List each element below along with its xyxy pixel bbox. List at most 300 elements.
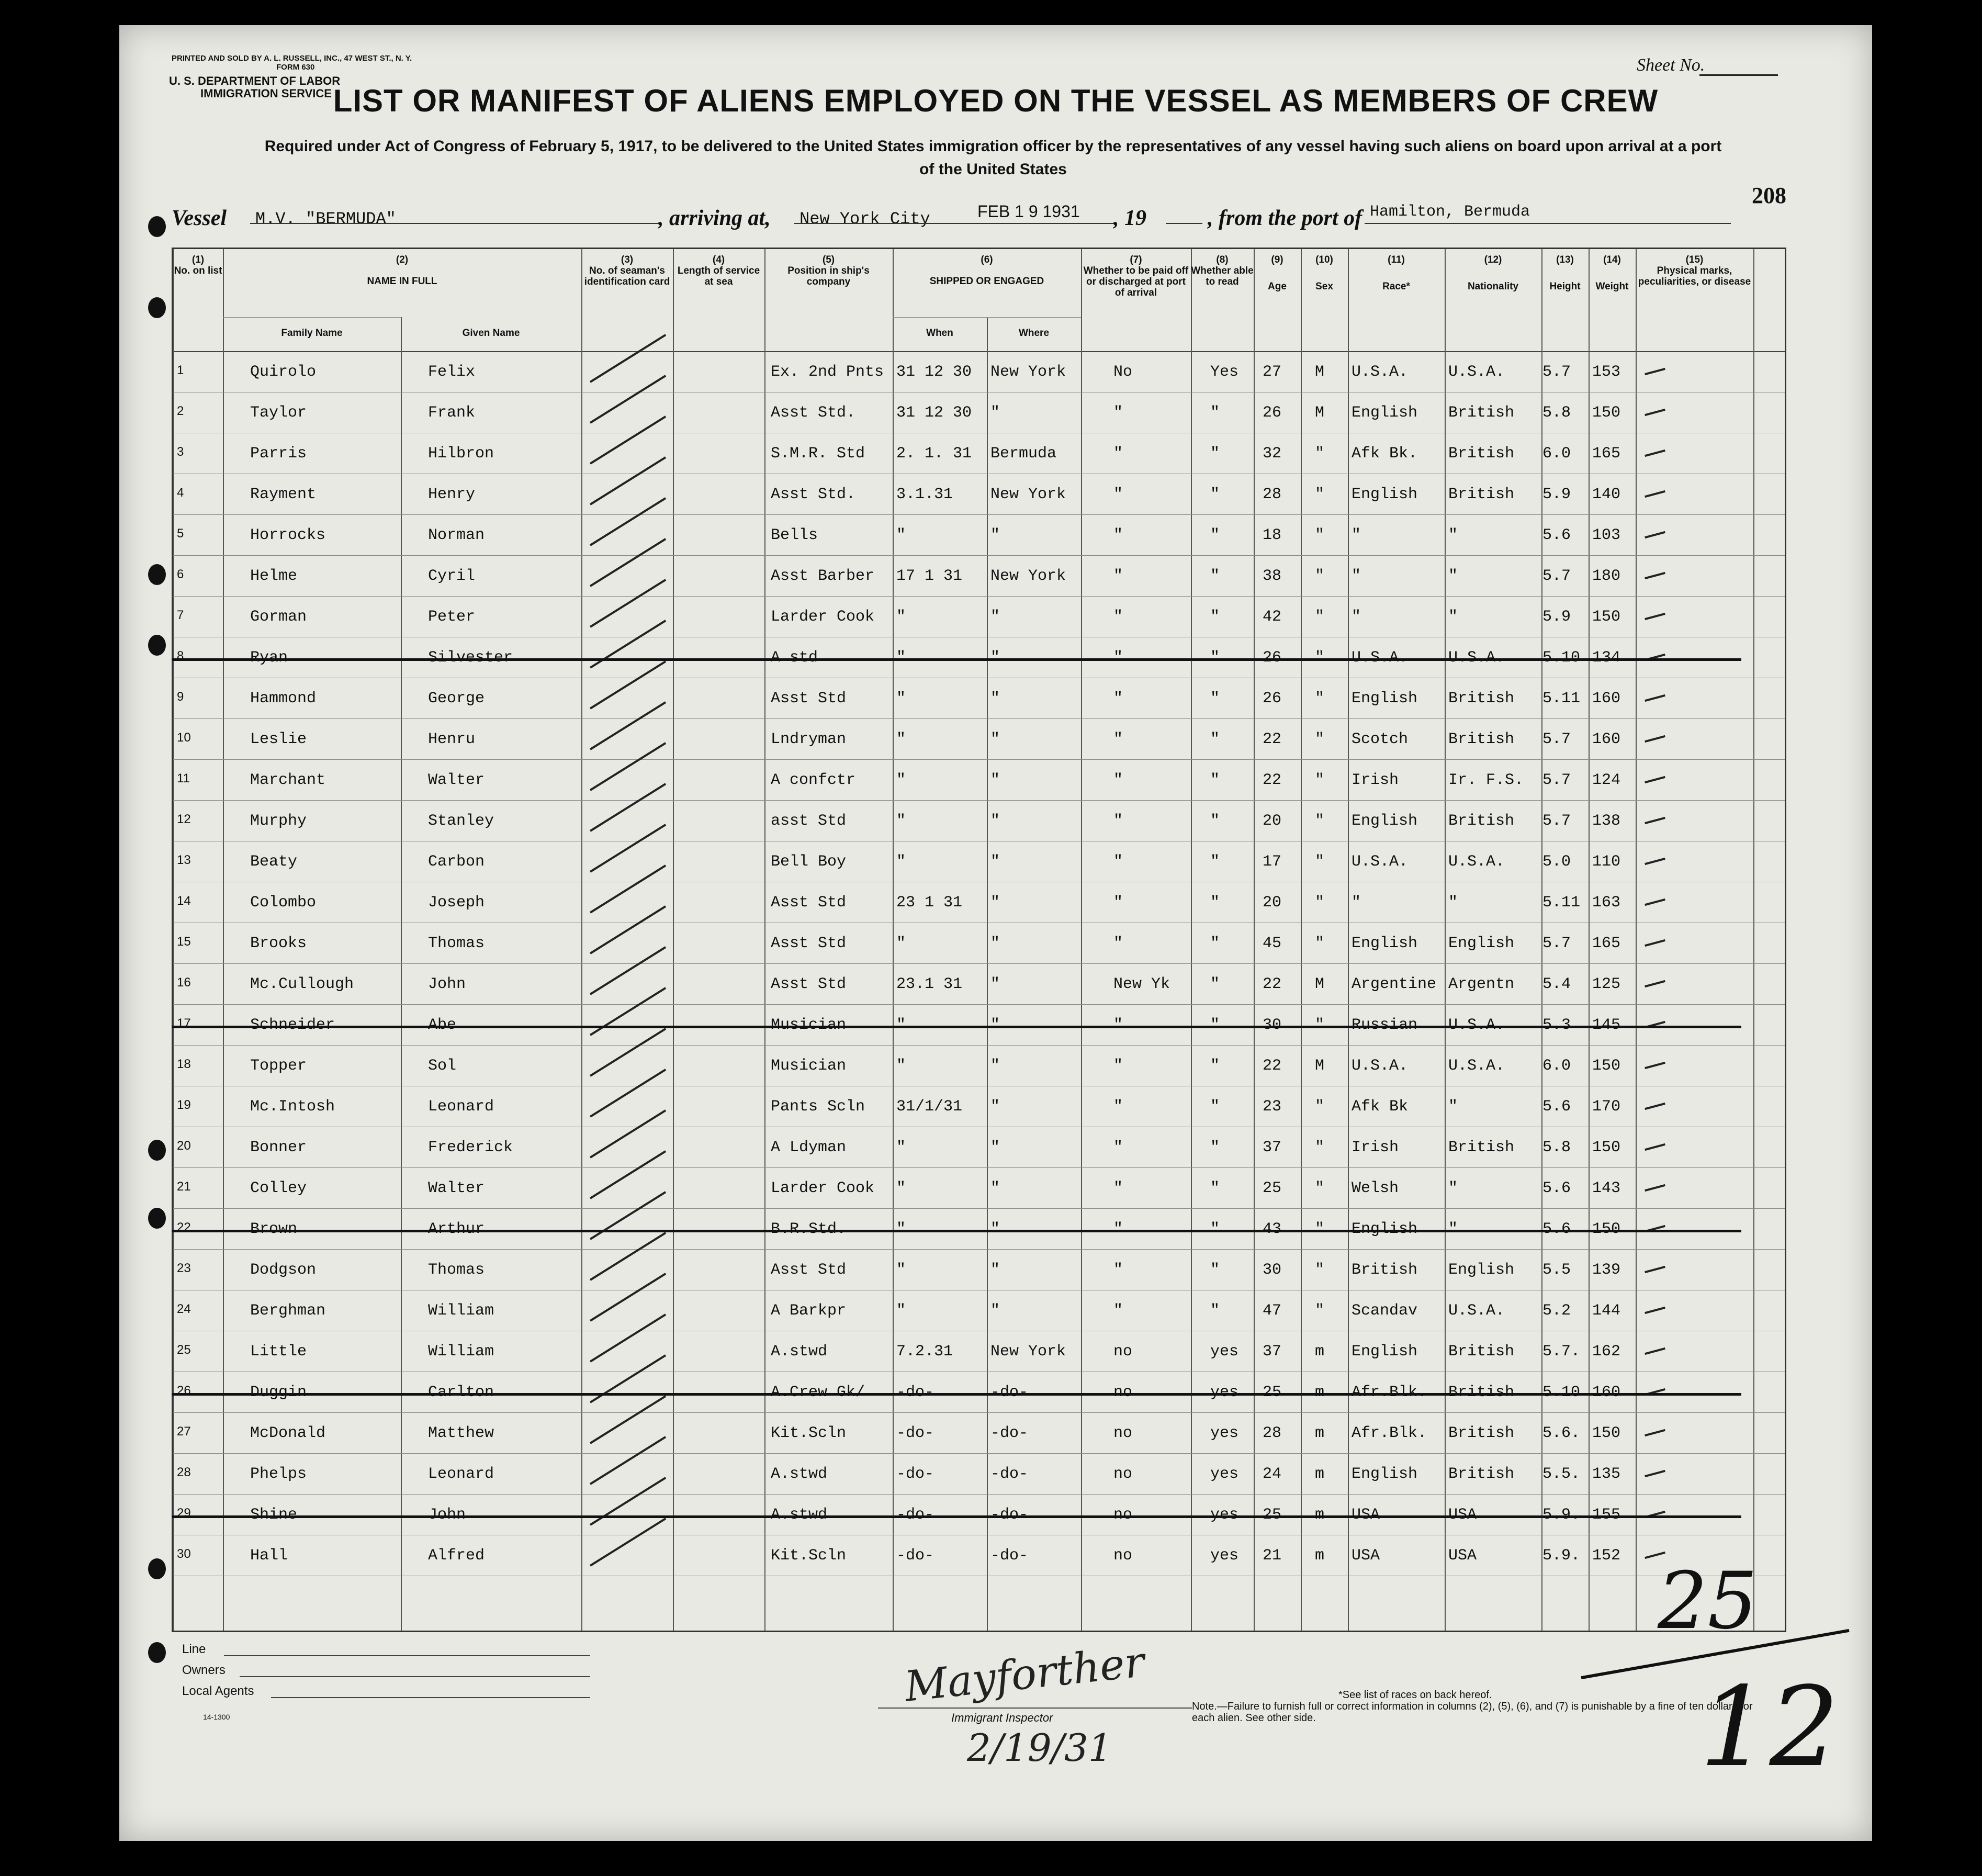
cell-paid: " bbox=[1113, 1261, 1123, 1279]
note-races: *See list of races on back hereof. bbox=[1338, 1689, 1492, 1701]
cell-race: U.S.A. bbox=[1352, 363, 1409, 381]
col-header-height bbox=[1541, 254, 1589, 292]
cell-race: English bbox=[1352, 1465, 1418, 1483]
strike-through-line bbox=[172, 658, 1741, 661]
cell-read: " bbox=[1210, 894, 1220, 912]
cell-age: 25 bbox=[1263, 1384, 1282, 1401]
punch-hole bbox=[148, 1642, 166, 1663]
cell-read: yes bbox=[1210, 1465, 1239, 1483]
inspector-signature: Mayforther bbox=[902, 1637, 1147, 1711]
cell-sex: " bbox=[1315, 935, 1325, 952]
col-title: No. of seaman's identification card bbox=[584, 265, 670, 287]
cell-height: 5.6 bbox=[1542, 1098, 1571, 1116]
cell-sex: M bbox=[1315, 363, 1325, 381]
cell-weight: 125 bbox=[1592, 975, 1621, 993]
cell-weight: 124 bbox=[1592, 771, 1621, 789]
cell-position: Musician bbox=[771, 1016, 847, 1034]
cell-given: William bbox=[428, 1302, 494, 1320]
cell-age: 25 bbox=[1263, 1506, 1282, 1524]
col-num: (9) bbox=[1271, 254, 1283, 265]
cell-age: 21 bbox=[1263, 1547, 1282, 1565]
table-row bbox=[172, 390, 1783, 431]
cell-when: " bbox=[896, 1057, 906, 1075]
printer-line-1: PRINTED AND SOLD BY A. L. RUSSELL, INC., 47 WEST ST., N. Y. bbox=[172, 54, 412, 63]
col-num: (1) bbox=[192, 254, 205, 265]
sheet-no-label: Sheet No. bbox=[1637, 55, 1705, 75]
cell-read: " bbox=[1210, 1016, 1220, 1034]
cell-family: Bonner bbox=[250, 1139, 307, 1156]
cell-age: 27 bbox=[1263, 363, 1282, 381]
cell-no: 7 bbox=[177, 608, 184, 622]
cell-when: " bbox=[896, 853, 906, 871]
cell-no: 4 bbox=[177, 486, 184, 500]
cell-nationality: British bbox=[1448, 1384, 1515, 1401]
cell-given: Henru bbox=[428, 731, 476, 748]
cell-no: 25 bbox=[177, 1343, 191, 1357]
table-row bbox=[172, 554, 1783, 594]
cell-family: Schneider bbox=[250, 1016, 335, 1034]
col-title: Sex bbox=[1315, 281, 1333, 292]
cell-paid: " bbox=[1113, 894, 1123, 912]
cell-nationality: U.S.A. bbox=[1448, 649, 1505, 667]
cell-height: 5.8 bbox=[1542, 404, 1571, 422]
table-row bbox=[172, 472, 1783, 513]
note-text: Note.—Failure to furnish full or correct information in columns (2), (5), (6), and (7) is punishable by a fine of ten dollars for each alien. See other side. bbox=[1192, 1701, 1753, 1724]
cell-paid: no bbox=[1113, 1384, 1133, 1401]
cell-given: Peter bbox=[428, 608, 476, 626]
cell-nationality: U.S.A. bbox=[1448, 1057, 1505, 1075]
cell-where: New York bbox=[990, 363, 1066, 381]
cell-when: " bbox=[896, 1261, 906, 1279]
cell-nationality: British bbox=[1448, 445, 1515, 463]
table-row bbox=[172, 1207, 1783, 1248]
table-row bbox=[172, 1043, 1783, 1084]
cell-position: Asst Std. bbox=[771, 486, 856, 503]
cell-height: 5.11 bbox=[1542, 690, 1581, 707]
col-header-when: When bbox=[926, 328, 953, 339]
cell-where: New York bbox=[990, 1343, 1066, 1361]
cell-weight: 140 bbox=[1592, 486, 1621, 503]
col-num: (4) bbox=[712, 254, 725, 265]
table-row bbox=[172, 1166, 1783, 1207]
cell-when: " bbox=[896, 1179, 906, 1197]
date-stamp: FEB 1 9 1931 bbox=[977, 202, 1080, 221]
cell-sex: M bbox=[1315, 975, 1325, 993]
table-row bbox=[172, 1125, 1783, 1166]
cell-given: William bbox=[428, 1343, 494, 1361]
cell-age: 22 bbox=[1263, 975, 1282, 993]
cell-sex: m bbox=[1315, 1384, 1325, 1401]
cell-when: -do- bbox=[896, 1465, 934, 1483]
inspector-label: Immigrant Inspector bbox=[951, 1711, 1053, 1724]
document-title: LIST OR MANIFEST OF ALIENS EMPLOYED ON THE VESSEL AS MEMBERS OF CREW bbox=[333, 83, 1659, 118]
form-code: 14-1300 bbox=[203, 1713, 230, 1721]
cell-height: 5.6 bbox=[1542, 526, 1571, 544]
cell-age: 30 bbox=[1263, 1261, 1282, 1279]
cell-height: 5.0 bbox=[1542, 853, 1571, 871]
cell-age: 26 bbox=[1263, 404, 1282, 422]
cell-age: 22 bbox=[1263, 771, 1282, 789]
cell-when: 23 1 31 bbox=[896, 894, 963, 912]
cell-given: Thomas bbox=[428, 1261, 485, 1279]
cell-height: 5.7. bbox=[1542, 1343, 1581, 1361]
cell-age: 37 bbox=[1263, 1343, 1282, 1361]
cell-height: 5.9. bbox=[1542, 1547, 1581, 1565]
sheet-no-field bbox=[1699, 74, 1778, 76]
cell-where: " bbox=[990, 1057, 1000, 1075]
table-row bbox=[172, 513, 1783, 554]
cell-given: Walter bbox=[428, 1179, 485, 1197]
year-fill-line bbox=[1166, 223, 1202, 224]
cell-read: " bbox=[1210, 1179, 1220, 1197]
col-title: Height bbox=[1549, 281, 1581, 292]
cell-height: 6.0 bbox=[1542, 1057, 1571, 1075]
from-port: Hamilton, Bermuda bbox=[1370, 203, 1530, 221]
cell-family: Taylor bbox=[250, 404, 307, 422]
cell-given: Walter bbox=[428, 771, 485, 789]
col-title: Position in ship's company bbox=[787, 265, 870, 287]
cell-age: 20 bbox=[1263, 812, 1282, 830]
cell-weight: 165 bbox=[1592, 935, 1621, 952]
table-row bbox=[172, 1533, 1783, 1574]
cell-age: 42 bbox=[1263, 608, 1282, 626]
cell-paid: " bbox=[1113, 1098, 1123, 1116]
cell-sex: m bbox=[1315, 1424, 1325, 1442]
col-header-paid-off bbox=[1081, 254, 1191, 298]
cell-weight: 162 bbox=[1592, 1343, 1621, 1361]
cell-sex: " bbox=[1315, 649, 1325, 667]
cell-sex: " bbox=[1315, 1139, 1325, 1156]
cell-given: Stanley bbox=[428, 812, 494, 830]
cell-race: USA bbox=[1352, 1506, 1380, 1524]
cell-age: 37 bbox=[1263, 1139, 1282, 1156]
cell-where: " bbox=[990, 731, 1000, 748]
cell-given: Joseph bbox=[428, 894, 485, 912]
punch-hole bbox=[148, 216, 166, 237]
cell-position: Asst Std bbox=[771, 690, 847, 707]
cell-where: " bbox=[990, 1220, 1000, 1238]
cell-weight: 165 bbox=[1592, 445, 1621, 463]
punch-hole bbox=[148, 1558, 166, 1579]
punch-hole bbox=[148, 635, 166, 656]
page-number: 208 bbox=[1752, 183, 1786, 208]
cell-paid: " bbox=[1113, 526, 1123, 544]
owners-field bbox=[240, 1676, 590, 1677]
cell-read: " bbox=[1210, 1302, 1220, 1320]
cell-height: 5.6. bbox=[1542, 1424, 1581, 1442]
table-row bbox=[172, 758, 1783, 799]
table-row bbox=[172, 350, 1783, 390]
cell-when: " bbox=[896, 649, 906, 667]
cell-nationality: " bbox=[1448, 608, 1458, 626]
cell-paid: " bbox=[1113, 731, 1123, 748]
cell-nationality: " bbox=[1448, 567, 1458, 585]
cell-age: 23 bbox=[1263, 1098, 1282, 1116]
cell-sex: " bbox=[1315, 1302, 1325, 1320]
punch-hole bbox=[148, 564, 166, 585]
cell-read: yes bbox=[1210, 1547, 1239, 1565]
cell-nationality: U.S.A. bbox=[1448, 1302, 1505, 1320]
cell-height: 5.9. bbox=[1542, 1506, 1581, 1524]
cell-sex: " bbox=[1315, 486, 1325, 503]
cell-paid: " bbox=[1113, 690, 1123, 707]
cell-age: 22 bbox=[1263, 731, 1282, 748]
cell-race: U.S.A. bbox=[1352, 649, 1409, 667]
cell-where: -do- bbox=[990, 1384, 1029, 1401]
table-row bbox=[172, 1248, 1783, 1288]
cell-no: 29 bbox=[177, 1506, 191, 1520]
cell-where: New York bbox=[990, 567, 1066, 585]
cell-race: English bbox=[1352, 1343, 1418, 1361]
strike-through-line bbox=[172, 1393, 1741, 1396]
cell-nationality: British bbox=[1448, 812, 1515, 830]
cell-no: 14 bbox=[177, 894, 191, 908]
cell-read: " bbox=[1210, 853, 1220, 871]
cell-paid: no bbox=[1113, 1506, 1133, 1524]
cell-position: Musician bbox=[771, 1057, 847, 1075]
cell-position: B.R.Std. bbox=[771, 1220, 847, 1238]
cell-sex: " bbox=[1315, 731, 1325, 748]
cell-when: " bbox=[896, 1220, 906, 1238]
cell-race: USA bbox=[1352, 1547, 1380, 1565]
cell-read: " bbox=[1210, 731, 1220, 748]
arriving-label: , arriving at, bbox=[658, 206, 771, 230]
cell-height: 5.7 bbox=[1542, 935, 1571, 952]
cell-sex: " bbox=[1315, 1179, 1325, 1197]
cell-position: A.Crew Gk/ bbox=[771, 1384, 865, 1401]
cell-given: Thomas bbox=[428, 935, 485, 952]
cell-family: Murphy bbox=[250, 812, 307, 830]
col-header-read bbox=[1191, 254, 1254, 287]
cell-family: Topper bbox=[250, 1057, 307, 1075]
col-title: Whether to be paid off or discharged at port of arrival bbox=[1083, 265, 1189, 298]
cell-read: " bbox=[1210, 935, 1220, 952]
page-count-mark: 12 bbox=[1699, 1663, 1840, 1791]
cell-read: " bbox=[1210, 608, 1220, 626]
col-header-race bbox=[1348, 254, 1445, 292]
cell-age: 18 bbox=[1263, 526, 1282, 544]
cell-nationality: U.S.A. bbox=[1448, 363, 1505, 381]
cell-age: 32 bbox=[1263, 445, 1282, 463]
table-row bbox=[172, 1492, 1783, 1533]
col-num: (2) bbox=[396, 254, 409, 265]
cell-read: " bbox=[1210, 567, 1220, 585]
col-header-no bbox=[173, 254, 223, 276]
col-title: Length of service at sea bbox=[677, 265, 760, 287]
cell-race: Scotch bbox=[1352, 731, 1409, 748]
col-header-id-card bbox=[581, 254, 673, 287]
cell-family: Brooks bbox=[250, 935, 307, 952]
cell-age: 28 bbox=[1263, 1424, 1282, 1442]
col-num: (11) bbox=[1388, 254, 1405, 265]
cell-no: 23 bbox=[177, 1261, 191, 1275]
cell-family: Hammond bbox=[250, 690, 317, 707]
cell-nationality: Ir. F.S. bbox=[1448, 771, 1524, 789]
cell-sex: " bbox=[1315, 567, 1325, 585]
cell-nationality: British bbox=[1448, 1424, 1515, 1442]
cell-weight: 153 bbox=[1592, 363, 1621, 381]
col-title: Age bbox=[1268, 281, 1287, 292]
cell-sex: m bbox=[1315, 1343, 1325, 1361]
cell-height: 5.7 bbox=[1542, 363, 1571, 381]
cell-where: " bbox=[990, 853, 1000, 871]
cell-where: New York bbox=[990, 486, 1066, 503]
cell-weight: 150 bbox=[1592, 1220, 1621, 1238]
cell-nationality: Argentn bbox=[1448, 975, 1515, 993]
cell-family: Little bbox=[250, 1343, 307, 1361]
cell-read: " bbox=[1210, 526, 1220, 544]
cell-given: Norman bbox=[428, 526, 485, 544]
cell-paid: " bbox=[1113, 853, 1123, 871]
cell-sex: m bbox=[1315, 1465, 1325, 1483]
cell-nationality: British bbox=[1448, 690, 1515, 707]
cell-when: 17 1 31 bbox=[896, 567, 963, 585]
cell-paid: " bbox=[1113, 812, 1123, 830]
cell-height: 5.7 bbox=[1542, 567, 1571, 585]
owners-label: Owners bbox=[182, 1663, 226, 1677]
line-field bbox=[224, 1655, 590, 1656]
cell-weight: 134 bbox=[1592, 649, 1621, 667]
col-header-where: Where bbox=[1018, 328, 1050, 339]
cell-no: 6 bbox=[177, 567, 184, 581]
name-subheader-line bbox=[223, 317, 401, 318]
cell-position: A.stwd bbox=[771, 1465, 828, 1483]
cell-age: 24 bbox=[1263, 1465, 1282, 1483]
cell-position: Asst Std. bbox=[771, 404, 856, 422]
cell-where: " bbox=[990, 771, 1000, 789]
table-row bbox=[172, 1329, 1783, 1370]
cell-no: 15 bbox=[177, 935, 191, 949]
cell-age: 26 bbox=[1263, 690, 1282, 707]
cell-nationality: " bbox=[1448, 526, 1458, 544]
col-num: (3) bbox=[621, 254, 634, 265]
cell-sex: " bbox=[1315, 853, 1325, 871]
cell-weight: 152 bbox=[1592, 1547, 1621, 1565]
cell-nationality: British bbox=[1448, 1465, 1515, 1483]
cell-weight: 150 bbox=[1592, 1057, 1621, 1075]
cell-height: 6.0 bbox=[1542, 445, 1571, 463]
cell-no: 20 bbox=[177, 1139, 191, 1153]
cell-given: Matthew bbox=[428, 1424, 494, 1442]
cell-race: Irish bbox=[1352, 771, 1399, 789]
arriving-fill-line bbox=[794, 223, 1113, 224]
cell-sex: " bbox=[1315, 1261, 1325, 1279]
cell-given: Leonard bbox=[428, 1098, 494, 1116]
cell-weight: 103 bbox=[1592, 526, 1621, 544]
cell-weight: 160 bbox=[1592, 1384, 1621, 1401]
cell-when: -do- bbox=[896, 1424, 934, 1442]
cell-sex: " bbox=[1315, 894, 1325, 912]
cell-when: " bbox=[896, 812, 906, 830]
strike-through-line bbox=[172, 1230, 1741, 1232]
table-row bbox=[172, 1084, 1783, 1125]
cell-age: 45 bbox=[1263, 935, 1282, 952]
col-num: (8) bbox=[1216, 254, 1229, 265]
table-row bbox=[172, 880, 1783, 921]
cell-height: 5.6 bbox=[1542, 1220, 1571, 1238]
count-mark: 25 bbox=[1658, 1556, 1758, 1647]
cell-family: Helme bbox=[250, 567, 298, 585]
cell-given: Carlton bbox=[428, 1384, 494, 1401]
cell-where: " bbox=[990, 1139, 1000, 1156]
cell-family: Berghman bbox=[250, 1302, 326, 1320]
cell-race: English bbox=[1352, 1220, 1418, 1238]
table-row bbox=[172, 839, 1783, 880]
cell-race: Afk Bk bbox=[1352, 1098, 1409, 1116]
cell-where: " bbox=[990, 404, 1000, 422]
cell-sex: " bbox=[1315, 771, 1325, 789]
col-num: (12) bbox=[1484, 254, 1502, 265]
cell-position: Asst Std bbox=[771, 1261, 847, 1279]
cell-no: 10 bbox=[177, 731, 191, 745]
cell-sex: " bbox=[1315, 608, 1325, 626]
col-header-sex bbox=[1301, 254, 1348, 292]
cell-family: Beaty bbox=[250, 853, 298, 871]
cell-position: Asst Std bbox=[771, 894, 847, 912]
cell-paid: " bbox=[1113, 445, 1123, 463]
cell-nationality: British bbox=[1448, 404, 1515, 422]
col-title: NAME IN FULL bbox=[367, 276, 437, 287]
cell-no: 5 bbox=[177, 526, 184, 541]
cell-height: 5.8 bbox=[1542, 1139, 1571, 1156]
strike-through-line bbox=[172, 1026, 1741, 1028]
cell-race: British bbox=[1352, 1261, 1418, 1279]
cell-height: 5.5 bbox=[1542, 1261, 1571, 1279]
col-title: Physical marks, peculiarities, or disease bbox=[1638, 265, 1751, 287]
cell-paid: " bbox=[1113, 1139, 1123, 1156]
cell-read: " bbox=[1210, 1057, 1220, 1075]
cell-weight: 135 bbox=[1592, 1465, 1621, 1483]
cell-family: Parris bbox=[250, 445, 307, 463]
cell-paid: no bbox=[1113, 1424, 1133, 1442]
punch-hole bbox=[148, 1140, 166, 1161]
cell-family: Hall bbox=[250, 1547, 288, 1565]
punch-hole bbox=[148, 1208, 166, 1229]
punch-hole bbox=[148, 297, 166, 318]
cell-when: 31 12 30 bbox=[896, 363, 972, 381]
col-title: Whether able to read bbox=[1191, 265, 1254, 287]
cell-read: " bbox=[1210, 690, 1220, 707]
cell-nationality: English bbox=[1448, 1261, 1515, 1279]
cell-age: 25 bbox=[1263, 1179, 1282, 1197]
arriving-port: New York City bbox=[799, 209, 930, 229]
cell-read: " bbox=[1210, 1098, 1220, 1116]
cell-weight: 155 bbox=[1592, 1506, 1621, 1524]
cell-position: Asst Std bbox=[771, 975, 847, 993]
cell-race: English bbox=[1352, 486, 1418, 503]
cell-when: " bbox=[896, 608, 906, 626]
cell-when: " bbox=[896, 771, 906, 789]
cell-age: 43 bbox=[1263, 1220, 1282, 1238]
cell-read: " bbox=[1210, 404, 1220, 422]
agents-label: Local Agents bbox=[182, 1684, 254, 1698]
cell-family: Dodgson bbox=[250, 1261, 317, 1279]
table-row bbox=[172, 921, 1783, 962]
cell-given: Leonard bbox=[428, 1465, 494, 1483]
cell-where: " bbox=[990, 1098, 1000, 1116]
cell-given: Silvester bbox=[428, 649, 513, 667]
cell-family: Mc.Intosh bbox=[250, 1098, 335, 1116]
col-header-family: Family Name bbox=[281, 328, 343, 339]
cell-family: Mc.Cullough bbox=[250, 975, 354, 993]
cell-position: Ex. 2nd Pnts bbox=[771, 363, 884, 381]
cell-no: 16 bbox=[177, 975, 191, 990]
printer-line-2: FORM 630 bbox=[276, 63, 315, 72]
cell-position: Asst Barber bbox=[771, 567, 875, 585]
col-title: Weight bbox=[1595, 281, 1629, 292]
table-row bbox=[172, 962, 1783, 1003]
cell-nationality: USA bbox=[1448, 1506, 1477, 1524]
